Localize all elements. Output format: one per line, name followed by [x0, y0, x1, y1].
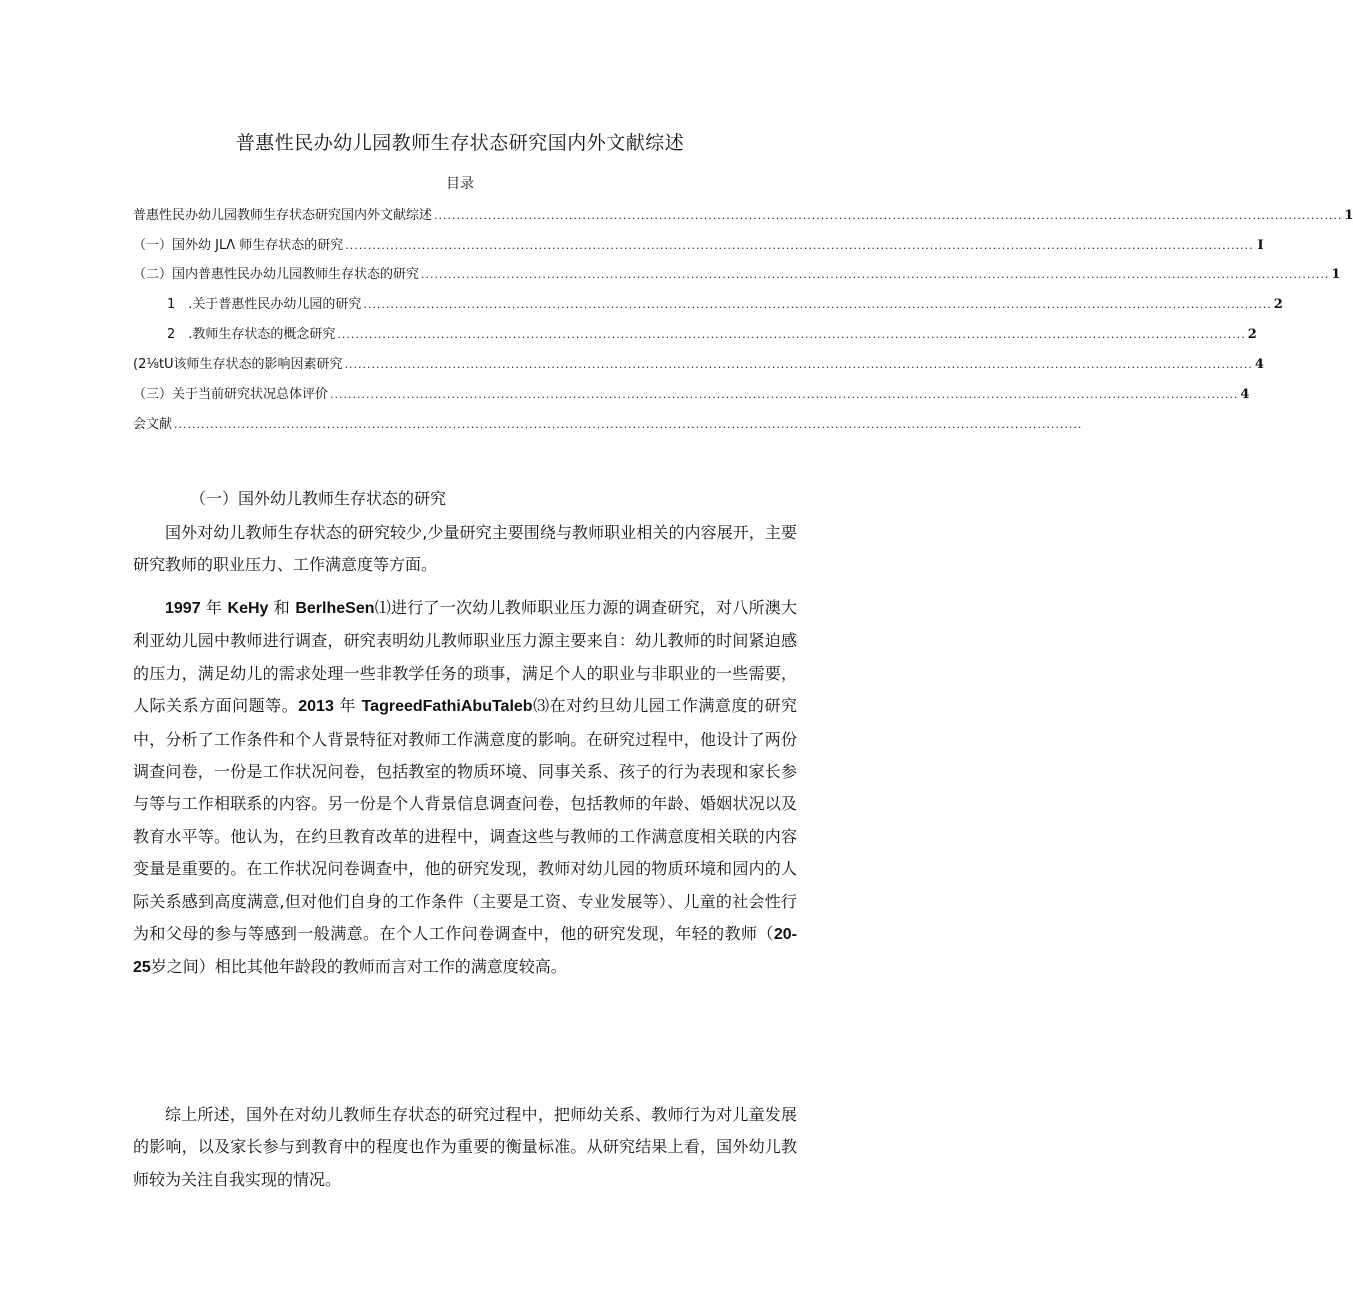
toc-leader-dots: ..........................................................................................................................................................................................................	[434, 209, 1343, 222]
paragraph-summary: 综上所述，国外在对幼儿教师生存状态的研究过程中，把师幼关系、教师行为对儿童发展的影响，以及家长参与到教育中的程度也作为重要的衡量标准。从研究结果上看，国外幼儿教师较为关注自我实现的情况。	[133, 1105, 797, 1189]
toc-entry-page: 4	[1254, 357, 1264, 372]
toc-entry-text: 1 .关于普惠性民办幼儿园的研究	[167, 297, 362, 312]
toc-entry-text: （一）国外幼 JLΛ 师生存状态的研究	[133, 238, 344, 253]
section-heading: （一）国外幼儿教师生存状态的研究	[190, 489, 447, 508]
toc-entry-text: (2⅛tU该师生存状态的影响因素研究	[133, 357, 343, 372]
toc-leader-dots: ..........................................................................................................................................................................................................	[344, 358, 1253, 371]
toc-entry-page: 4	[1240, 387, 1250, 402]
toc-entry[interactable]	[133, 353, 1264, 373]
toc-entry[interactable]	[133, 234, 1264, 254]
toc-leader-dots: ..........................................................................................................................................................................................................	[337, 328, 1246, 341]
toc-entry-page: 1	[1331, 267, 1341, 282]
text-fragment: ⑴进行了一次幼儿教师职业压力源的调查研究，对八所澳大利亚幼儿园中教师进行调查，研究表明幼儿教师职业压力源主要来自：幼儿教师的时间紧迫感的压力，满足幼儿的需求处理一些非教学任务的琐事，满足个人的职业与非职业的一些需要，人际关系方面问题等。	[133, 598, 797, 716]
toc-leader-dots: ..........................................................................................................................................................................................................	[363, 298, 1272, 311]
toc-entry-text: 普惠性民办幼儿园教师生存状态研究国内外文献综述	[133, 208, 433, 223]
text-fragment: 岁之间）相比其他年龄段的教师而言对工作的满意度较高。	[150, 957, 567, 977]
toc-entry[interactable]	[133, 383, 1250, 403]
year-2013: 2013	[298, 698, 334, 716]
toc-entry[interactable]	[167, 293, 1283, 313]
text-fragment: 年	[333, 696, 362, 716]
toc-entry[interactable]	[133, 263, 1341, 283]
toc-leader-dots: ..........................................................................................................................................................................................................	[345, 239, 1254, 252]
paragraph-intro: 国外对幼儿教师生存状态的研究较少,少量研究主要围绕与教师职业相关的内容展开，主要研究教师的职业压力、工作满意度等方面。	[133, 523, 797, 575]
toc-entry-text: 会文献	[133, 417, 173, 432]
text-fragment: 年	[200, 598, 228, 617]
toc-heading: 目录	[446, 176, 474, 192]
text-fragment: ⑶在对约旦幼儿园工作满意度的研究中，分析了工作条件和个人背景特征对教师工作满意度的影响。在研究过程中，他设计了两份调查问卷，一份是工作状况问卷，包括教室的物质环境、同事关系、孩子的行为表现和家长参与等与工作相联系的内容。另一份是个人背景信息调查问卷，包括教师的年龄、婚姻状况以及教育水平等。他认为，在约旦教育改革的进程中，调查这些与教师的工作满意度相关联的内容变量是重要的。在工作状况问卷调查中，他的研究发现，教师对幼儿园的物质环境和园内的人际关系感到高度满意,但对他们自身的工作条件（主要是工资、专业发展等）、儿童的社会性行为和父母的参与等感到一般满意。在个人工作问卷调查中，他的研究发现，年轻的教师（	[133, 696, 797, 944]
toc-entry-text: 2 .教师生存状态的概念研究	[167, 327, 336, 342]
author-kehy: KeHy	[227, 600, 269, 617]
toc-entry-page: I	[1257, 238, 1264, 253]
toc-leader-dots: ..........................................................................................................................................................................................................	[174, 418, 1083, 431]
text-fragment: 和	[268, 598, 296, 617]
toc-leader-dots: ..........................................................................................................................................................................................................	[421, 268, 1330, 281]
toc-entry[interactable]	[167, 323, 1257, 343]
toc-entry[interactable]	[133, 413, 1083, 433]
toc-entry-page: 2	[1247, 327, 1257, 342]
author-berlhesen: BerlheSen	[295, 600, 375, 617]
toc-entry-text: （二）国内普惠性民办幼儿园教师生存状态的研究	[133, 267, 420, 282]
toc-entry-text: （三）关于当前研究状况总体评价	[133, 387, 329, 402]
toc-entry-page: 1	[1344, 208, 1353, 223]
author-tagreed: TagreedFathiAbuTaleb	[361, 698, 533, 716]
document-title: 普惠性民办幼儿园教师生存状态研究国内外文献综述	[235, 132, 685, 154]
year-1997: 1997	[165, 600, 201, 617]
age-range: 20-25	[133, 926, 797, 977]
toc-leader-dots: ..........................................................................................................................................................................................................	[330, 388, 1239, 401]
paragraph-studies	[133, 592, 797, 985]
toc-entry[interactable]	[133, 204, 1353, 224]
toc-entry-page: 2	[1273, 297, 1283, 312]
